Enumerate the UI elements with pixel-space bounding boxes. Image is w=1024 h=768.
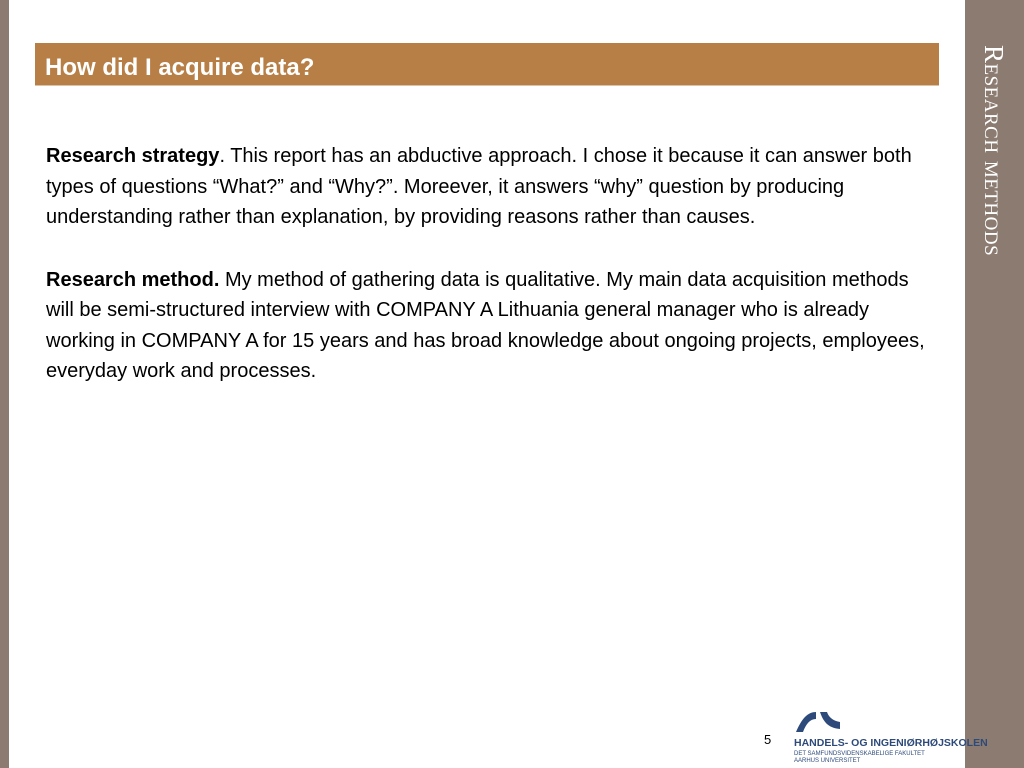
paragraph-research-strategy xyxy=(46,141,936,233)
logo-line-1: HANDELS- OG INGENIØRHØJSKOLEN xyxy=(794,737,988,749)
section-side-title: Research methods xyxy=(979,45,1009,257)
paragraph-lead: Research method. xyxy=(46,268,220,291)
paragraph-text: My method of gathering data is qualitative. My main data acquisition methods will be semi-structured interview with COMPANY A Lithuania general manager who is already working in COMPANY A for 15 years and has broad knowledge about ongoing projects, employees, everyday work and processes. xyxy=(46,268,925,382)
logo-line-2: DET SAMFUNDSVIDENSKABELIGE FAKULTET xyxy=(794,751,925,757)
slide-title: How did I acquire data? xyxy=(45,54,315,81)
paragraph-research-method xyxy=(46,265,936,387)
paragraph-lead: Research strategy xyxy=(46,145,220,167)
slide-body xyxy=(46,141,936,419)
university-wave-logo-icon xyxy=(794,708,844,734)
page-number: 5 xyxy=(764,732,772,747)
left-side-bar xyxy=(0,0,9,768)
logo-line-3: AARHUS UNIVERSITET xyxy=(794,758,861,764)
title-underline xyxy=(35,85,939,86)
title-bar xyxy=(35,43,939,85)
paragraph-text: . This report has an abductive approach. I chose it because it can answer both types of questions “What?” and “Why?”. Moreever, it answers “why” question by producing understanding rather than explanation, by providing reasons rather than causes. xyxy=(46,145,912,228)
